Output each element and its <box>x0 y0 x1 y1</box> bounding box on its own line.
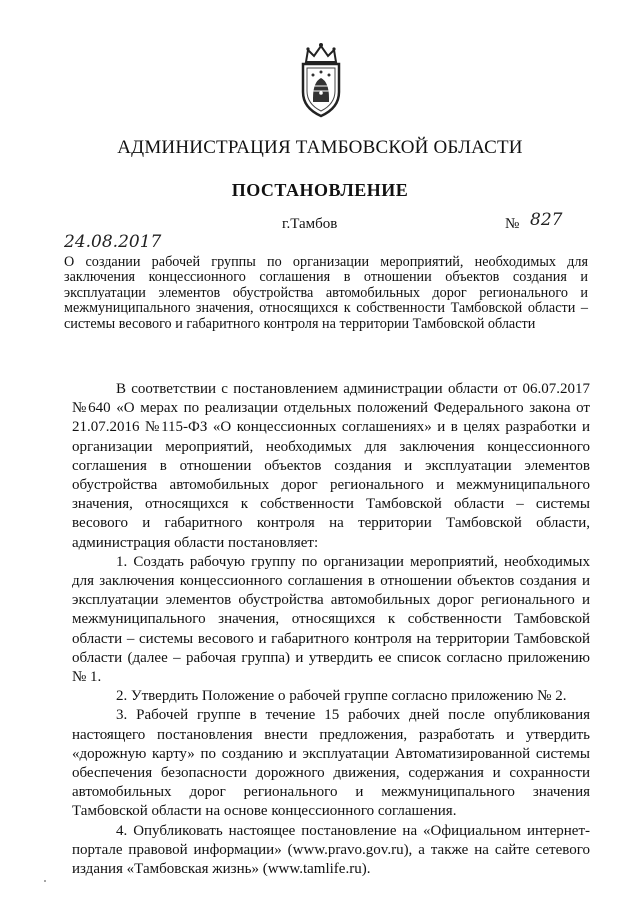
preamble-paragraph: В соответствии с постановлением администрации области от 06.07.2017 №640 «О мерах по реализации отдельных положений Федерального закона от 21.07.2016 №115-ФЗ «О концессионных соглашениях» и в целях разработки и организации мероприятий, необходимых для заключения концессионного соглашения в отношении объектов создания и эксплуатации элементов обустройства автомобильных дорог регионального и межмуниципального значения, относящихся к собственности Тамбовской области – системы весового и габаритного контроля на территории Тамбовской области, администрация области постановляет: <box>72 381 590 551</box>
document-body <box>72 380 590 879</box>
clause-3: 3. Рабочей группе в течение 15 рабочих дней после опубликования настоящего постановления внести предложения, разработать и утвердить «дорожную карту» по созданию и эксплуатации Автоматизированной системы обеспечения безопасности дорожного движения, содержания и сохранности автомобильных дорог регионального и межмуниципального значения Тамбовской области на основе концессионного соглашения. <box>72 707 590 820</box>
organization-name: АДМИНИСТРАЦИЯ ТАМБОВСКОЙ ОБЛАСТИ <box>117 137 523 158</box>
document-number: 827 <box>530 210 563 230</box>
coat-of-arms-icon <box>296 40 346 120</box>
clause-2: 2. Утвердить Положение о рабочей группе согласно приложению № 2. <box>116 688 567 705</box>
clause-1: 1. Создать рабочую группу по организации мероприятий, необходимых для заключения концессионного соглашения в отношении объектов создания и эксплуатации элементов обустройства автомобильных дорог регионального и межмуниципального значения, относящихся к собственности Тамбовской области – системы весового и габаритного контроля на территории Тамбовской области (далее – рабочая группа) и утвердить ее список согласно приложению № 1. <box>72 553 590 686</box>
document-title: О создании рабочей группы по организации мероприятий, необходимых для заключения концессионного соглашения в отношении объектов создания и эксплуатации элементов обустройства автомобильных дорог регионального и межмуниципального значения, относящихся к собственности Тамбовской области – системы весового и габаритного контроля на территории Тамбовской области <box>64 254 588 332</box>
number-label: № <box>505 216 520 232</box>
clause-4: 4. Опубликовать настоящее постановление на «Официальном интернет-портале правовой информации» (www.pravo.gov.ru), а также на сайте сетевого издания «Тамбовская жизнь» (www.tamlife.ru). <box>72 822 590 878</box>
city: г.Тамбов <box>282 216 338 232</box>
scan-speck <box>44 880 46 882</box>
document-date: 24.08.2017 <box>64 232 162 252</box>
document-type: ПОСТАНОВЛЕНИЕ <box>231 180 409 200</box>
